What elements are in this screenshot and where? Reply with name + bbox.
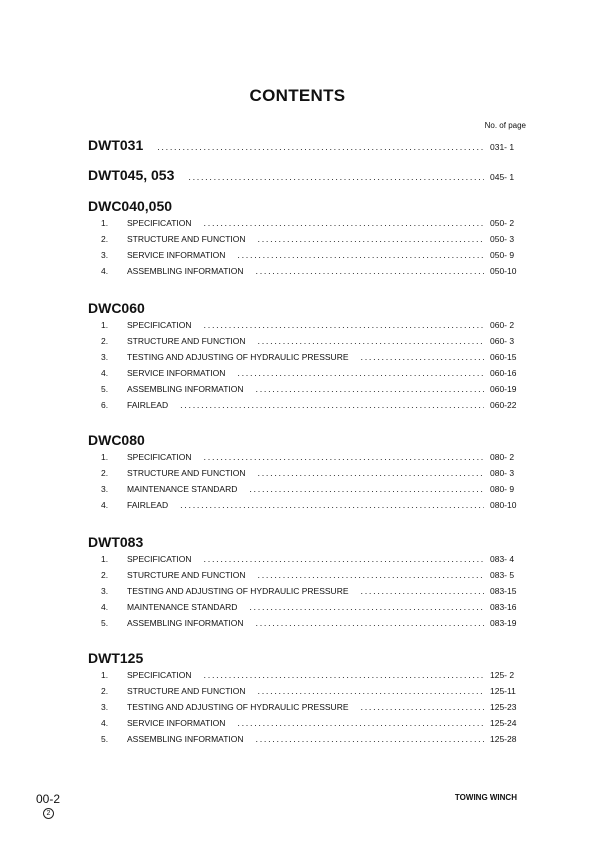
toc-item-number: 3. [101, 586, 109, 596]
toc-item-label: MAINTENANCE STANDARD [127, 602, 238, 612]
toc-section [88, 300, 528, 416]
toc-item[interactable] [88, 368, 528, 384]
leader-dots [258, 686, 484, 696]
revision-mark: 2 [43, 808, 54, 819]
toc-item-number: 4. [101, 266, 109, 276]
toc-entry-dwt045[interactable] [88, 167, 528, 183]
toc-item-label: ASSEMBLING INFORMATION [127, 384, 244, 394]
toc-item-label: TESTING AND ADJUSTING OF HYDRAULIC PRESSURE [127, 352, 349, 362]
leader-dots [256, 266, 485, 276]
toc-item-label: FAIRLEAD [127, 500, 169, 510]
toc-item[interactable] [88, 250, 528, 266]
toc-item[interactable] [88, 266, 528, 282]
leader-dots [237, 250, 484, 260]
toc-item-number: 6. [101, 400, 109, 410]
toc-item-number: 5. [101, 384, 109, 394]
toc-item-page: 050-10 [490, 266, 517, 276]
toc-item[interactable] [88, 734, 528, 750]
leader-dots [157, 142, 484, 152]
toc-item-number: 3. [101, 484, 109, 494]
toc-entry-title: DWT045, 053 [88, 167, 175, 183]
leader-dots [258, 468, 484, 478]
toc-item-label: SERVICE INFORMATION [127, 368, 226, 378]
toc-item-page: 050- 2 [490, 218, 515, 228]
toc-item-page: 083- 5 [490, 570, 515, 580]
toc-item-page: 083-19 [490, 618, 517, 628]
leader-dots [188, 172, 484, 182]
toc-item[interactable] [88, 670, 528, 686]
page-column-header: No. of page [484, 121, 526, 130]
toc-item-page: 080- 3 [490, 468, 515, 478]
toc-item-label: STRUCTURE AND FUNCTION [127, 336, 246, 346]
toc-item-label: STRUCTURE AND FUNCTION [127, 686, 246, 696]
section-heading: DWC060 [88, 300, 145, 316]
section-heading: DWC080 [88, 432, 145, 448]
leader-dots [361, 586, 484, 596]
toc-item-number: 4. [101, 602, 109, 612]
leader-dots [180, 400, 484, 410]
toc-item-number: 1. [101, 670, 109, 680]
toc-item-label: ASSEMBLING INFORMATION [127, 266, 244, 276]
toc-item-number: 2. [101, 468, 109, 478]
toc-item-number: 2. [101, 234, 109, 244]
toc-item-number: 4. [101, 368, 109, 378]
leader-dots [204, 554, 484, 564]
toc-item-number: 4. [101, 718, 109, 728]
toc-item-label: TESTING AND ADJUSTING OF HYDRAULIC PRESSURE [127, 586, 349, 596]
toc-item-number: 2. [101, 336, 109, 346]
leader-dots [180, 500, 484, 510]
toc-entry-page: 045- 1 [490, 172, 515, 182]
toc-item-page: 083- 4 [490, 554, 515, 564]
toc-item-number: 3. [101, 250, 109, 260]
leader-dots [256, 734, 485, 744]
toc-item-page: 060-22 [490, 400, 517, 410]
toc-item[interactable] [88, 618, 528, 634]
toc-item-page: 080- 2 [490, 452, 515, 462]
toc-item-page: 125-24 [490, 718, 517, 728]
toc-item-page: 125- 2 [490, 670, 515, 680]
toc-item-page: 080-10 [490, 500, 517, 510]
leader-dots [237, 718, 484, 728]
toc-item-label: STRUCTURE AND FUNCTION [127, 468, 246, 478]
toc-item-label: SERVICE INFORMATION [127, 718, 226, 728]
toc-item-label: ASSEMBLING INFORMATION [127, 618, 244, 628]
toc-section [88, 432, 528, 516]
toc-item-label: MAINTENANCE STANDARD [127, 484, 238, 494]
toc-item-number: 3. [101, 702, 109, 712]
leader-dots [204, 320, 484, 330]
section-heading: DWT125 [88, 650, 144, 666]
page-title: CONTENTS [249, 86, 346, 105]
toc-item-page: 083-15 [490, 586, 517, 596]
leader-dots [256, 384, 485, 394]
toc-item-number: 5. [101, 618, 109, 628]
toc-item-page: 125-11 [490, 686, 516, 696]
leader-dots [258, 570, 484, 580]
toc-item-label: SPECIFICATION [127, 218, 192, 228]
toc-item-number: 1. [101, 554, 109, 564]
leader-dots [204, 670, 484, 680]
toc-item-page: 050- 9 [490, 250, 515, 260]
toc-item[interactable] [88, 452, 528, 468]
toc-item-label: SPECIFICATION [127, 320, 192, 330]
document-title: TOWING WINCH [454, 793, 517, 802]
toc-item[interactable] [88, 384, 528, 400]
toc-item[interactable] [88, 702, 528, 718]
toc-item-label: SERVICE INFORMATION [127, 250, 226, 260]
toc-item[interactable] [88, 586, 528, 602]
toc-item-page: 060-16 [490, 368, 517, 378]
leader-dots [361, 702, 484, 712]
leader-dots [249, 602, 484, 612]
toc-entry-page: 031- 1 [490, 142, 515, 152]
leader-dots [237, 368, 484, 378]
toc-entry-title: DWT031 [88, 137, 144, 153]
leader-dots [256, 618, 485, 628]
toc-item[interactable] [88, 234, 528, 250]
toc-item[interactable] [88, 602, 528, 618]
toc-item-number: 5. [101, 734, 109, 744]
toc-item-number: 1. [101, 320, 109, 330]
leader-dots [204, 452, 484, 462]
toc-item-number: 1. [101, 452, 109, 462]
leader-dots [249, 484, 484, 494]
toc-item-label: STRUCTURE AND FUNCTION [127, 234, 246, 244]
toc-item[interactable] [88, 336, 528, 352]
section-heading: DWC040,050 [88, 198, 173, 214]
toc-item[interactable] [88, 400, 528, 416]
toc-item-label: SPECIFICATION [127, 554, 192, 564]
toc-item-page: 060- 3 [490, 336, 515, 346]
toc-item-page: 060-15 [490, 352, 517, 362]
toc-item-label: STURCTURE AND FUNCTION [127, 570, 246, 580]
toc-item[interactable] [88, 570, 528, 586]
toc-item[interactable] [88, 554, 528, 570]
toc-item-page: 050- 3 [490, 234, 515, 244]
toc-item-page: 083-16 [490, 602, 517, 612]
leader-dots [258, 234, 484, 244]
toc-item-number: 4. [101, 500, 109, 510]
toc-section [88, 198, 528, 282]
toc-item-number: 3. [101, 352, 109, 362]
toc-item[interactable] [88, 352, 528, 368]
toc-item-page: 060- 2 [490, 320, 515, 330]
leader-dots [204, 218, 484, 228]
toc-section [88, 650, 528, 750]
leader-dots [361, 352, 484, 362]
leader-dots [258, 336, 484, 346]
toc-item[interactable] [88, 686, 528, 702]
toc-item[interactable] [88, 468, 528, 484]
toc-item[interactable] [88, 218, 528, 234]
toc-item-label: FAIRLEAD [127, 400, 169, 410]
toc-item[interactable] [88, 484, 528, 500]
toc-item-label: ASSEMBLING INFORMATION [127, 734, 244, 744]
page-number: 00-2 [36, 792, 61, 806]
toc-section [88, 534, 528, 634]
toc-item-number: 2. [101, 570, 109, 580]
toc-item[interactable] [88, 320, 528, 336]
toc-item[interactable] [88, 718, 528, 734]
toc-entry-dwt031[interactable] [88, 137, 528, 153]
toc-item[interactable] [88, 500, 528, 516]
toc-item-number: 2. [101, 686, 109, 696]
toc-item-label: SPECIFICATION [127, 670, 192, 680]
toc-item-label: TESTING AND ADJUSTING OF HYDRAULIC PRESSURE [127, 702, 349, 712]
toc-item-label: SPECIFICATION [127, 452, 192, 462]
section-heading: DWT083 [88, 534, 144, 550]
toc-item-number: 1. [101, 218, 109, 228]
toc-item-page: 080- 9 [490, 484, 515, 494]
toc-item-page: 125-23 [490, 702, 517, 712]
toc-item-page: 125-28 [490, 734, 517, 744]
toc-item-page: 060-19 [490, 384, 517, 394]
